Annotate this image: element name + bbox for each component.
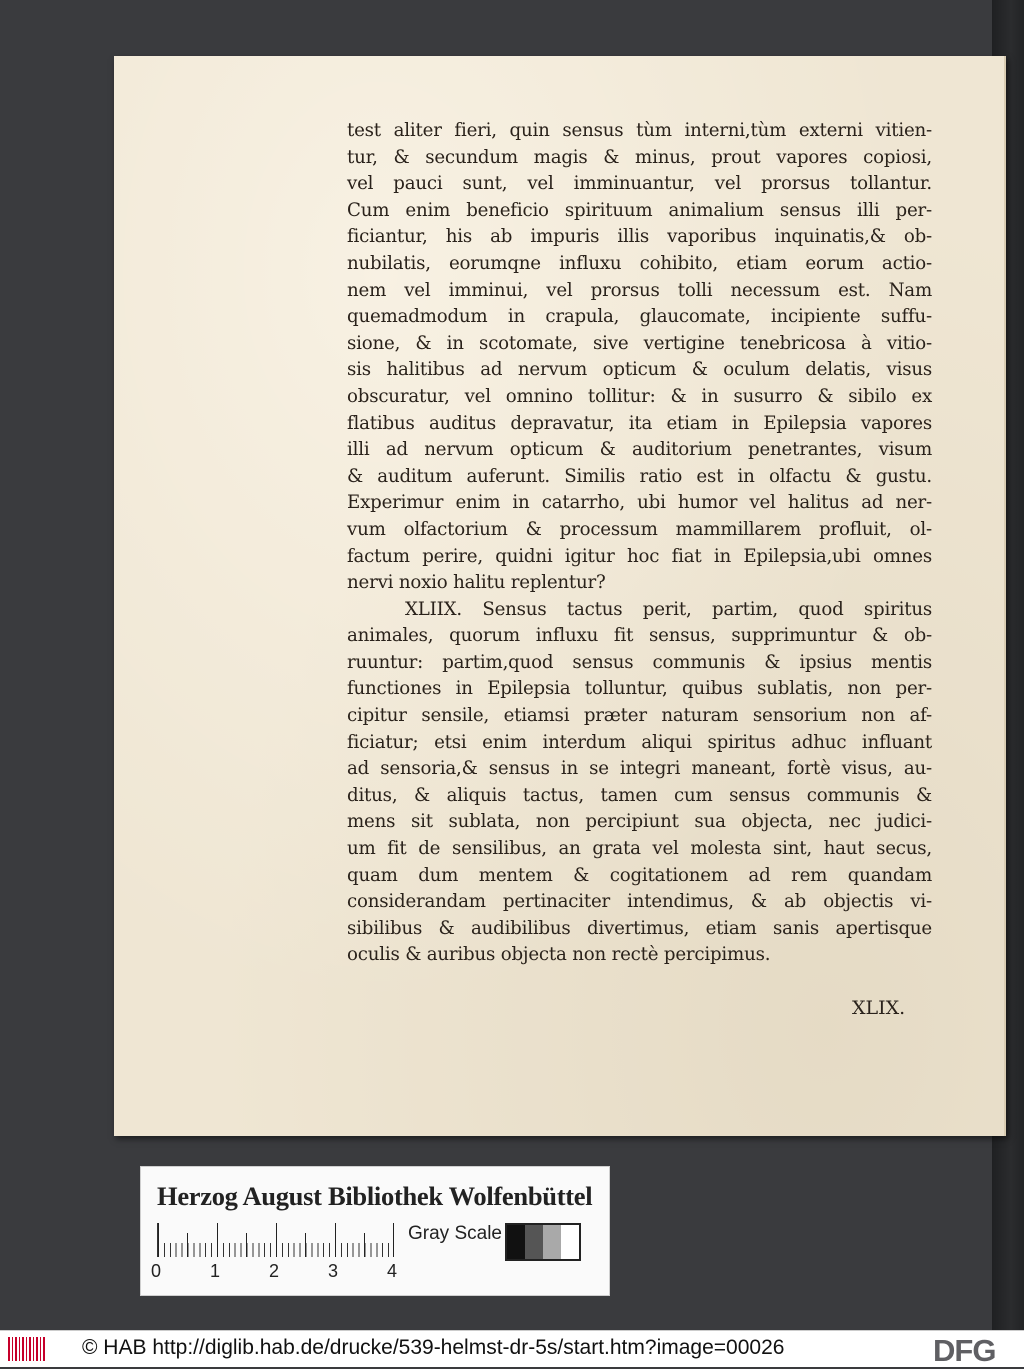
text-line: flatibus auditus depravatur, ita etiam in Epilepsia vapores <box>347 412 932 434</box>
catchword: XLIX. <box>852 997 906 1019</box>
scale-ruler <box>157 1223 394 1257</box>
ruler-number: 4 <box>387 1261 398 1281</box>
text-line: nubilatis, eorumqne influxu cohibito, etiam eorum actio- <box>347 252 932 274</box>
text-line: & auditum auferunt. Similis ratio est in olfactu & gustu. <box>347 465 932 487</box>
text-line: test aliter fieri, quin sensus tùm interni,tùm externi vitien- <box>347 120 932 141</box>
library-name: Herzog August Bibliothek Wolfenbüttel <box>157 1181 593 1211</box>
text-line: factum perire, quidni igitur hoc fiat in Epilepsia,ubi omnes <box>347 545 932 567</box>
text-line: sis halitibus ad nervum opticum & oculum delatis, visus <box>347 359 932 381</box>
library-label-card <box>140 1166 610 1296</box>
text-line: um fit de sensilibus, an grata vel molesta sint, haut secus, <box>347 838 932 860</box>
gray-swatch <box>543 1225 561 1259</box>
gray-scale-label: Gray Scale <box>408 1223 502 1244</box>
text-line: functiones in Epilepsia tolluntur, quibus sublatis, non per- <box>347 678 932 700</box>
text-line: considerandam pertinaciter intendimus, & ab objectis vi- <box>347 891 932 913</box>
text-line: animales, quorum influxu fit sensus, supprimuntur & ob- <box>347 625 932 647</box>
text-line: obscuratur, vel omnino tollitur: & in susurro & sibilo ex <box>347 385 932 407</box>
text-line: oculis & auribus objecta non rectè percipimus. <box>347 944 771 966</box>
text-line: vum olfactorium & processum mammillarem profluit, ol- <box>347 518 932 540</box>
text-line: ruuntur: partim,quod sensus communis & ipsius mentis <box>347 651 932 673</box>
text-line: mens sit sublata, non percipiunt sua objecta, nec judici- <box>347 811 932 833</box>
ruler-number: 3 <box>328 1261 339 1281</box>
ruler-number: 0 <box>151 1261 162 1281</box>
text-line: ad sensoria,& sensus in se integri maneant, fortè visus, au- <box>347 758 932 780</box>
text-line: quemadmodum in crapula, glaucomate, incipiente suffu- <box>347 306 932 328</box>
text-line: illi ad nervum opticum & auditorium penetrantes, visum <box>347 439 932 461</box>
gray-scale-swatches <box>505 1223 581 1261</box>
gray-swatch <box>561 1225 579 1259</box>
text-line: nem vel imminui, vel prorsus tolli necessum est. Nam <box>347 279 932 301</box>
text-line: quam dum mentem & cogitationem ad rem quandam <box>347 864 932 886</box>
ruler-numbers <box>151 1261 411 1281</box>
footer-bar <box>0 1330 1024 1367</box>
text-line: ditus, & aliquis tactus, tamen cum sensus communis & <box>347 784 932 806</box>
text-line: Experimur enim in catarrho, ubi humor vel halitus ad ner- <box>347 492 932 514</box>
copyright-link[interactable]: © HAB http://diglib.hab.de/drucke/539-helmst-dr-5s/start.htm?image=00026 <box>82 1336 785 1359</box>
text-line: cipitur sensile, etiamsi præter naturam sensorium non af- <box>347 705 932 727</box>
text-line: tur, & secundum magis & minus, prout vapores copiosi, <box>347 146 932 168</box>
page-text <box>347 118 932 969</box>
text-line: sibilibus & audibilibus divertimus, etiam sanis apertisque <box>347 917 932 939</box>
text-line: sione, & in scotomate, sive vertigine tenebricosa à vitio- <box>347 332 932 354</box>
ruler-number: 1 <box>210 1261 221 1281</box>
hab-barcode-icon <box>8 1337 46 1361</box>
text-line: nervi noxio halitu replentur? <box>347 572 606 594</box>
text-line: XLIIX. Sensus tactus perit, partim, quod spiritus <box>405 598 932 620</box>
text-line: ficiantur, his ab impuris illis vaporibus inquinatis,& ob- <box>347 226 932 248</box>
text-line: vel pauci sunt, vel imminuantur, vel prorsus tollantur. <box>347 173 932 195</box>
gray-swatch <box>525 1225 543 1259</box>
text-line: ficiatur; etsi enim interdum aliqui spiritus adhuc influant <box>347 731 932 753</box>
ruler-number: 2 <box>269 1261 280 1281</box>
text-line: Cum enim beneficio spirituum animalium sensus illi per- <box>347 199 932 221</box>
gray-swatch <box>507 1225 525 1259</box>
dfg-logo: DFG <box>933 1333 996 1368</box>
